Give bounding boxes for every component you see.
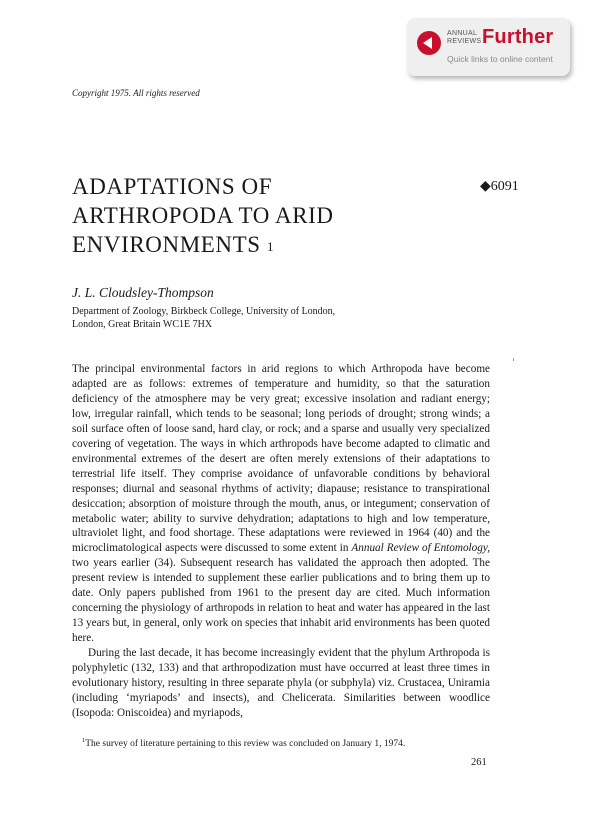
- copyright-notice: Copyright 1975. All rights reserved: [72, 88, 200, 98]
- badge-line-reviews: REVIEWS: [447, 38, 482, 45]
- badge-subtitle: Quick links to online content: [447, 54, 553, 64]
- title-line-1: ADAPTATIONS OF: [72, 174, 273, 199]
- body-paragraph-1: [72, 362, 490, 646]
- paragraph-1-text-b: two years earlier (34). Subsequent research has validated the approach then adopted. The present review is intended to supplement these earlier publications and to bring them up to date. Only papers published from 1961 to the present day are cited. Much information concerning the physiology of arthropods in relation to heat and water has appeared in the last 13 years but, in general, only work on species that inhabit arid environments has been quoted here.: [72, 557, 490, 645]
- article-number: ◆6091: [480, 179, 519, 194]
- badge-brand: Further: [482, 26, 554, 48]
- badge-line-annual: ANNUAL: [447, 30, 478, 37]
- margin-mark: [513, 358, 514, 361]
- title-footnote-mark: 1: [267, 239, 275, 254]
- author-name: J. L. Cloudsley-Thompson: [72, 285, 214, 300]
- title-line-3: [72, 230, 334, 261]
- title-line-3-text: ENVIRONMENTS: [72, 232, 261, 257]
- footnote: [82, 737, 405, 749]
- badge-publisher-label: [447, 30, 481, 46]
- article-title: [72, 172, 334, 261]
- page-number: 261: [471, 757, 487, 768]
- affiliation-line-1: Department of Zoology, Birkbeck College, University of London,: [72, 306, 336, 317]
- annual-reviews-further-badge[interactable]: [407, 18, 570, 76]
- title-line-2: ARTHROPODA TO ARID: [72, 203, 334, 228]
- play-back-icon: [417, 31, 441, 55]
- article-body: [72, 362, 490, 721]
- author-affiliation: [72, 305, 335, 331]
- footnote-text: The survey of literature pertaining to this review was concluded on January 1, 1974.: [85, 739, 406, 750]
- footnote-mark: 1: [82, 737, 86, 744]
- affiliation-line-2: London, Great Britain WC1E 7HX: [72, 319, 213, 330]
- body-paragraph-2: During the last decade, it has become increasingly evident that the phylum Arthropoda is polyphyletic (132, 133) and that arthropodization must have occurred at least three times in evolutionary history, resulting in three separate phyla (or subphyla) viz. Crustacea, Uniramia (including ‘myriapods’ and insects), and Chelicerata. Similarities between woodlice (Isopoda: Oniscoidea) and myriapods,: [72, 647, 490, 719]
- paragraph-1-text-a: The principal environmental factors in arid regions to which Arthropoda have become adapted are as follows: extremes of temperature and humidity, so that the saturation deficiency of the atmosphere may be very great; excessive insolation and radiant energy; low, irregular rainfall, which tends to be seasonal; long periods of drought; strong winds; a soil surface often of loose sand, hard clay, or rock; and a sparse and usually very specialized covering of vegetation. The ways in which arthropods have become adapted to climatic and environmental extremes of the desert are often merely extensions of their adaptations to terrestrial life itself. They comprise avoidance of unfavorable conditions by behavioral responses; diurnal and seasonal rhythms of activity; diapause; resistance to transpirational desiccation; absorption of moisture through the mouth, anus, or integument; conservation of metabolic water; ability to survive dehydration; adaptations to high and low temperature, ultraviolet light, and food shortage. These adaptations were reviewed in 1964 (40) and the microclimatological aspects were discussed to some extent in: [72, 363, 490, 555]
- paragraph-1-journal-italic: Annual Review of Entomology,: [351, 542, 491, 555]
